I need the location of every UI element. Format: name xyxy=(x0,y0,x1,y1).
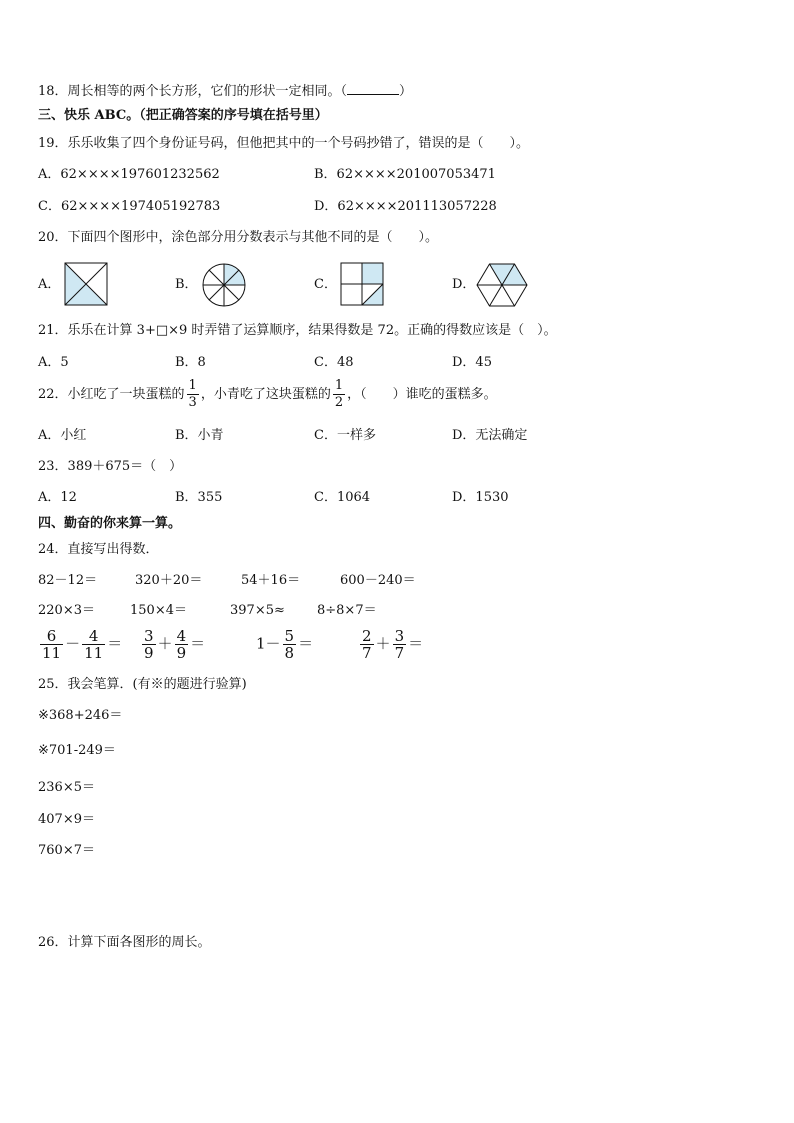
hexagon-figure xyxy=(476,262,528,308)
option-b: B．8 xyxy=(175,355,206,370)
written-calc-item: 236×5＝ xyxy=(38,780,95,795)
answer-blank[interactable] xyxy=(347,83,399,95)
option-a-label: A． xyxy=(38,277,61,292)
question-22-stem: 22．小红吃了一块蛋糕的 $\frac{1}{3}$ ，小青吃了这块蛋糕的 $\frac{1}{2}$ ，（ ）谁吃的蛋糕多。 xyxy=(38,378,497,410)
question-19-stem: 19．乐乐收集了四个身份证号码，但他把其中的一个号码抄错了，错误的是（ ）。 xyxy=(38,136,530,151)
calc-item: 82－12＝ xyxy=(38,573,98,588)
section-3-heading: 三、快乐 ABC。（把正确答案的序号填在括号里） xyxy=(38,108,328,123)
calc-item: 220×3＝ xyxy=(38,603,95,618)
circle-eighths-figure xyxy=(201,262,247,308)
option-c: C．一样多 xyxy=(314,428,376,443)
calc-item: 150×4＝ xyxy=(130,603,187,618)
question-18: 18．周长相等的两个长方形，它们的形状一定相同。（ ） xyxy=(38,84,413,99)
option-d-label: D． xyxy=(452,277,476,292)
option-c: C．1064 xyxy=(314,490,371,505)
written-calc-item: ※701-249＝ xyxy=(38,743,116,758)
question-20-stem: 20．下面四个图形中，涂色部分用分数表示与其他不同的是（ ）。 xyxy=(38,230,439,245)
question-21-stem: 21．乐乐在计算 3+□×9 时弄错了运算顺序，结果得数是 72。正确的得数应该是（ ）。 xyxy=(38,323,557,338)
question-23-stem: 23．389＋675＝（ ） xyxy=(38,459,183,474)
fraction-one-half: $\frac{1}{2}$ xyxy=(334,378,344,410)
option-b: B．小青 xyxy=(175,428,224,443)
option-a: A．62××××197601232562 xyxy=(38,167,220,182)
section-4-heading: 四、勤奋的你来算一算。 xyxy=(38,516,182,531)
calc-item: 397×5≈ xyxy=(230,603,285,618)
written-calc-item: 407×9＝ xyxy=(38,812,95,827)
option-c: C．62××××197405192783 xyxy=(38,199,221,214)
square-diagonals-figure xyxy=(64,262,108,306)
option-a: A．12 xyxy=(38,490,77,505)
calc-item: 320＋20＝ xyxy=(135,573,203,588)
option-c: C．48 xyxy=(314,355,354,370)
fraction-calc-item: $\frac{2}{7}$ ＋ $\frac{3}{7}$ ＝ xyxy=(362,627,424,662)
option-d: D．62××××201113057228 xyxy=(314,199,497,214)
option-d: D．45 xyxy=(452,355,492,370)
calc-item: 600－240＝ xyxy=(340,573,416,588)
written-calc-item: ※368+246＝ xyxy=(38,708,123,723)
square-quarters-figure xyxy=(340,262,384,306)
option-a: A．5 xyxy=(38,355,69,370)
question-24-stem: 24．直接写出得数． xyxy=(38,542,159,557)
option-b: B．355 xyxy=(175,490,223,505)
option-a: A．小红 xyxy=(38,428,87,443)
option-c-label: C． xyxy=(314,277,337,292)
option-b-label: B． xyxy=(175,277,198,292)
fraction-calc-item: 1－ $\frac{5}{8}$ ＝ xyxy=(256,627,314,662)
option-d: D．1530 xyxy=(452,490,509,505)
option-d: D．无法确定 xyxy=(452,428,528,443)
calc-item: 8÷8×7＝ xyxy=(317,603,377,618)
question-26-stem: 26．计算下面各图形的周长。 xyxy=(38,935,211,950)
fraction-one-third: $\frac{1}{3}$ xyxy=(188,378,197,410)
fraction-calc-item: $\frac{6}{11}$ － $\frac{4}{11}$ ＝ xyxy=(42,627,123,662)
fraction-calc-item: $\frac{3}{9}$ ＋ $\frac{4}{9}$ ＝ xyxy=(144,627,206,662)
question-25-stem: 25．我会笔算．(有※的题进行验算) xyxy=(38,677,247,692)
written-calc-item: 760×7＝ xyxy=(38,843,95,858)
option-b: B．62××××201007053471 xyxy=(314,167,496,182)
calc-item: 54＋16＝ xyxy=(241,573,301,588)
